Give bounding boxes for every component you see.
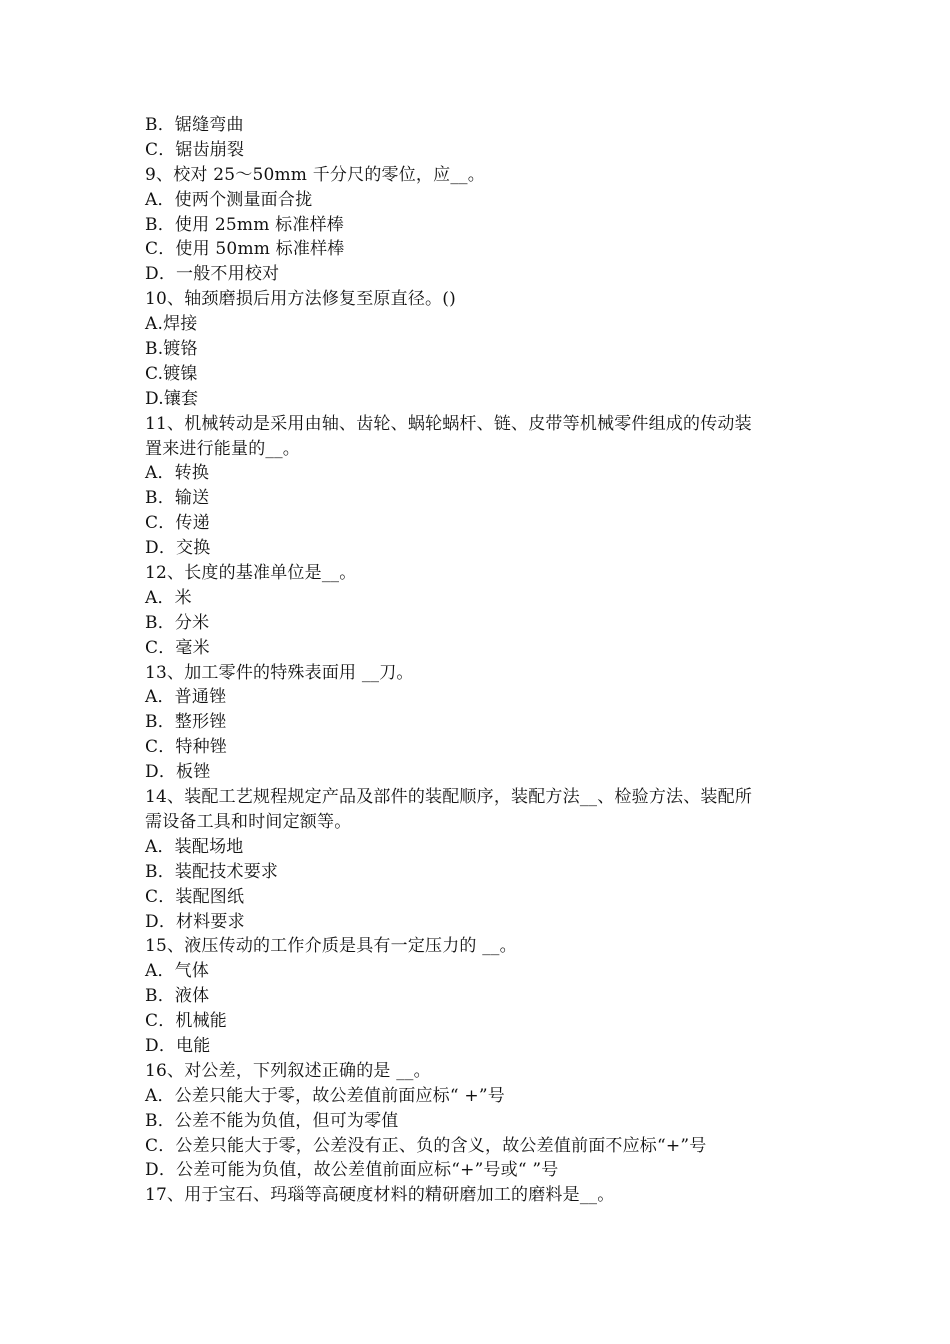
option-b: B．整形锉 [145, 712, 227, 733]
option-c: C．使用 50mm 标准样棒 [145, 239, 345, 260]
option-d: D．电能 [145, 1035, 211, 1056]
option-b: B．分米 [145, 612, 210, 633]
option-c: C．装配图纸 [145, 886, 245, 907]
option-d: D.镶套 [145, 388, 199, 409]
question-11: 11、机械转动是采用由轴、齿轮、蜗轮蜗杆、链、皮带等机械零件组成的传动装 [145, 413, 752, 434]
option-c: C．传递 [145, 513, 210, 534]
question-13: 13、加工零件的特殊表面用 __刀。 [145, 662, 414, 683]
option-a: A．普通锉 [145, 687, 227, 708]
option-a: A．气体 [145, 961, 210, 982]
question-15: 15、液压传动的工作介质是具有一定压力的 __。 [145, 936, 517, 957]
option-b: B.镀铬 [145, 339, 198, 360]
text-line: B．锯缝弯曲 [145, 115, 244, 135]
option-b: B．装配技术要求 [145, 861, 279, 882]
question-10: 10、轴颈磨损后用方法修复至原直径。() [145, 289, 456, 310]
text-line: C．锯齿崩裂 [145, 139, 245, 160]
question-14: 14、装配工艺规程规定产品及部件的装配顺序，装配方法__、检验方法、装配所 [145, 787, 753, 808]
question-12: 12、长度的基准单位是__。 [145, 563, 357, 584]
question-17: 17、用于宝石、玛瑙等高硬度材料的精研磨加工的磨料是__。 [145, 1185, 615, 1206]
option-b: B．输送 [145, 488, 210, 509]
option-a: A．装配场地 [145, 836, 244, 857]
option-d: D．交换 [145, 538, 211, 559]
option-c: C．毫米 [145, 637, 210, 658]
option-b: B．公差不能为负值，但可为零值 [145, 1110, 399, 1131]
option-a: A．转换 [145, 463, 210, 484]
option-b: B．使用 25mm 标准样棒 [145, 214, 344, 235]
option-c: C．机械能 [145, 1011, 228, 1032]
option-b: B．液体 [145, 986, 210, 1007]
option-c: C.镀镍 [145, 363, 198, 384]
option-d: D．一般不用校对 [145, 264, 280, 285]
question-14-cont: 需设备工具和时间定额等。 [145, 811, 352, 832]
question-11-cont: 置来进行能量的__。 [145, 438, 300, 459]
option-a: A．米 [145, 587, 192, 608]
option-c: C．特种锉 [145, 737, 228, 758]
question-16: 16、对公差，下列叙述正确的是 __。 [145, 1060, 431, 1081]
option-d: D．材料要求 [145, 911, 245, 932]
option-a: A．公差只能大于零，故公差值前面应标“ +”号 [145, 1085, 505, 1106]
option-a: A．使两个测量面合拢 [145, 189, 313, 210]
option-d: D．板锉 [145, 762, 211, 783]
option-a: A.焊接 [145, 314, 198, 335]
question-text [145, 113, 815, 1208]
option-d: D．公差可能为负值，故公差值前面应标“+”号或“ ”号 [145, 1160, 559, 1181]
option-c: C．公差只能大于零，公差没有正、负的含义，故公差值前面不应标“+”号 [145, 1135, 707, 1156]
question-9: 9、校对 25～50mm 千分尺的零位，应__。 [145, 164, 485, 185]
